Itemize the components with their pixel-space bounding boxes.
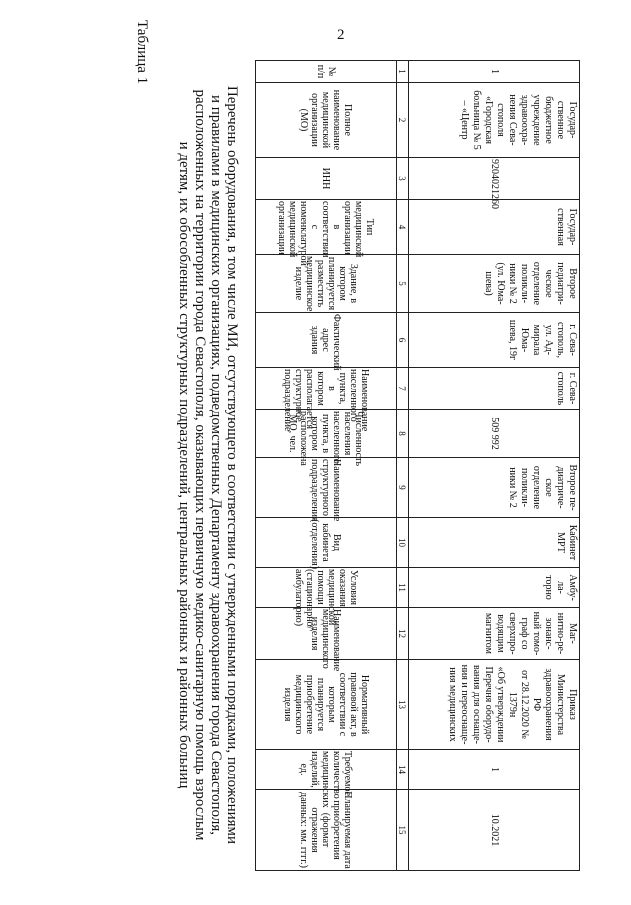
column-header: Фактический адрес здания: [256, 313, 397, 368]
table-cell: 1: [409, 750, 580, 790]
page-number: 2: [337, 27, 345, 43]
table-cell: г. Сева- стополь: [409, 368, 580, 410]
column-header: ИНН: [256, 158, 397, 200]
column-header: Условия оказания медицинской помощи (стационарно/амбулаторно): [256, 568, 397, 608]
table-caption: Таблица 1: [134, 20, 150, 85]
column-number: 12: [397, 608, 409, 660]
document-heading: [176, 40, 240, 890]
table-cell: г. Сева- стополь, ул. Ад- мирала Юма- шева, 19г: [409, 313, 580, 368]
heading-line: Перечень оборудования, в том числе МИ, отсутствующего в соответствии с утвержденными порядками, положениями: [224, 85, 240, 845]
column-number: 8: [397, 410, 409, 458]
column-number: 1: [397, 61, 409, 83]
column-number: 15: [397, 790, 409, 871]
heading-line: и детям, их обособленных структурных подразделений, центральных районных и районных больниц: [176, 141, 192, 789]
table-cell: 10.2021: [409, 790, 580, 871]
column-number: 7: [397, 368, 409, 410]
table-cell: Амбу- ла- торно: [409, 568, 580, 608]
column-number-row: [397, 61, 409, 871]
column-number: 10: [397, 518, 409, 568]
table-row: [409, 61, 580, 871]
equipment-table: [255, 60, 580, 871]
column-header: Наименование медицинского изделия: [256, 608, 397, 660]
column-header: Наименование населенного пункта, в котором располагается структурное подразделение: [256, 368, 397, 410]
column-header: Планируемая дата приобретения (формат отражения данных: мм. гггг.): [256, 790, 397, 871]
table-cell: 509 992: [409, 410, 580, 458]
column-number: 14: [397, 750, 409, 790]
table-cell: Кабинет МРТ: [409, 518, 580, 568]
heading-line: и правилами в медицинских организациях, подведомственных Департаменту здравоохранения города Севастополя,: [208, 95, 224, 835]
table-cell: 9204021260: [409, 158, 580, 200]
column-header: Полное наименование медицинской организации (МО): [256, 83, 397, 158]
column-number: 11: [397, 568, 409, 608]
column-header: Вид кабинета (отделения): [256, 518, 397, 568]
heading-line: расположенных на территории города Севастополя, оказывающих первичную медико-санитарную помощь взрослым: [192, 89, 208, 841]
table-cell: 1: [409, 61, 580, 83]
column-header: Требуемое количество медицинских изделий, ед.: [256, 750, 397, 790]
column-number: 4: [397, 200, 409, 255]
table-cell: Второе пе- диатриче- ское отделение поликли- ники № 2: [409, 458, 580, 518]
column-header: Нормативный правовой акт, в соответствии с которым планируется приобретение медицинского изделия: [256, 660, 397, 750]
column-number: 9: [397, 458, 409, 518]
column-header: № п/п: [256, 61, 397, 83]
column-number: 5: [397, 255, 409, 313]
column-number: 13: [397, 660, 409, 750]
table-cell: Маг- нитно-ре- зонанс- ный томо- граф со сверхпро- водящим магнитом: [409, 608, 580, 660]
column-header: Здание, в котором планируется разместить медицинское изделие: [256, 255, 397, 313]
table-cell: Государ- ственное бюджетное учреждение здравоохра- нения Сева- стополя «Городская больница № 5 – «Центр: [409, 83, 580, 158]
rotated-landscape-content: [90, 20, 590, 890]
column-number: 2: [397, 83, 409, 158]
column-number: 6: [397, 313, 409, 368]
column-header: Численность населения населенного пункта, в котором расположена МО, чел.: [256, 410, 397, 458]
column-number: 3: [397, 158, 409, 200]
table-header-row: [256, 61, 397, 871]
column-header: Тип медицинской организации в соответствии с номенклатурой медицинской организации: [256, 200, 397, 255]
column-header: Наименование структурного подразделения: [256, 458, 397, 518]
table-cell: Государ- ственная: [409, 200, 580, 255]
table-cell: Второе педиатри- ческое отделение поликли- ники № 2 (ул. Юма- шева): [409, 255, 580, 313]
table-cell: Приказ Министерства здравоохранения РФ от 28.12.2020 № 1379н «Об утверждении Перечня оборудо- вания для оснаще- ния и переоснаще- ния медицинских: [409, 660, 580, 750]
